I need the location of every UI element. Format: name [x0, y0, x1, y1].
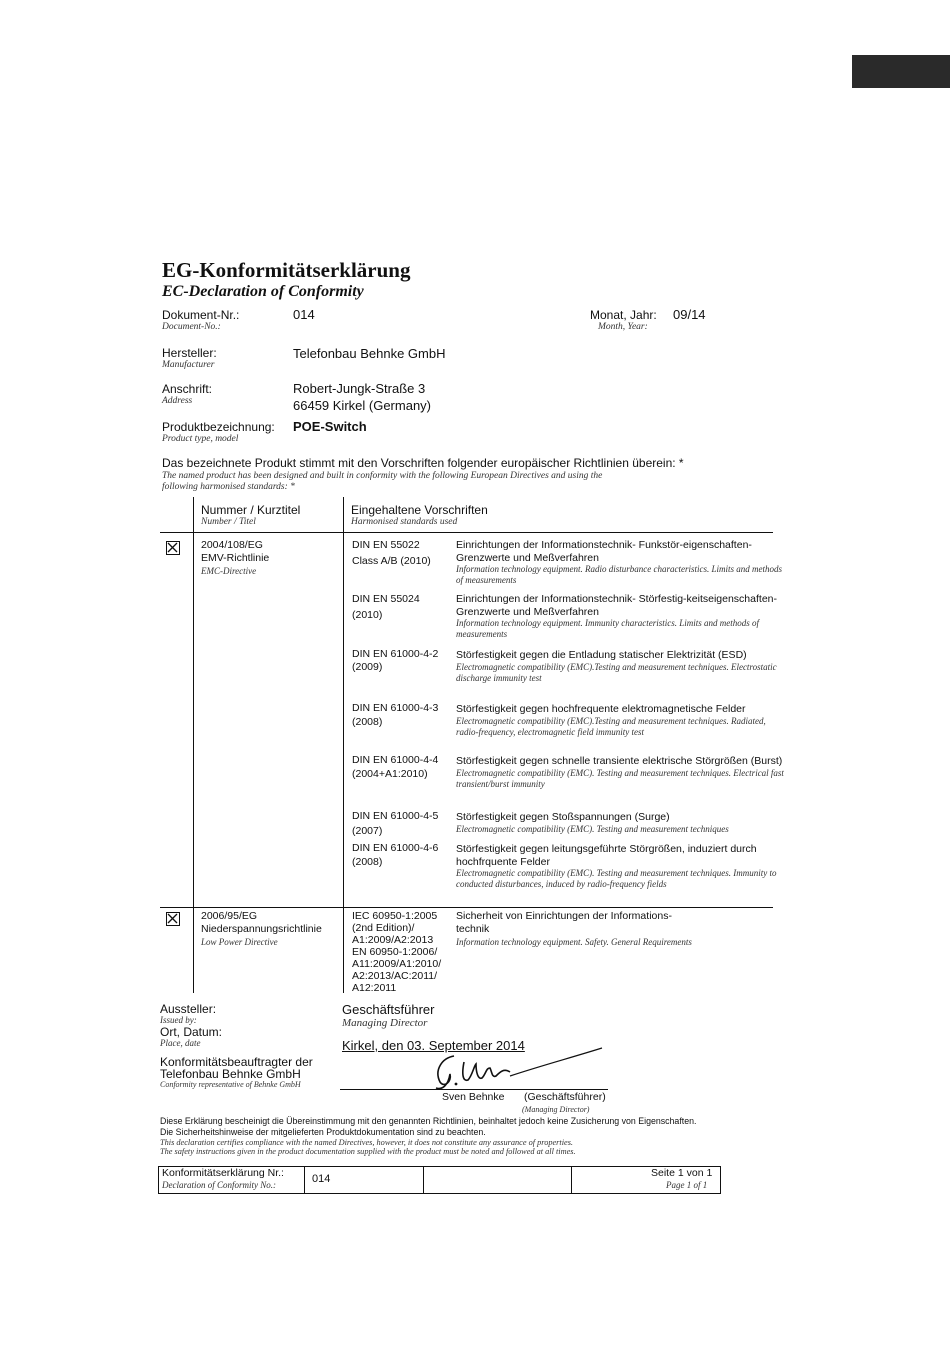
representative-en: Conformity representative of Behnke GmbH	[160, 1080, 301, 1089]
doc-value: 014	[293, 307, 315, 322]
directive-name: EMV-Richtlinie	[201, 552, 270, 564]
standard-number: DIN EN 61000-4-2	[352, 648, 439, 660]
col1-header-en: Number / Titel	[201, 517, 256, 527]
signer-role-en: (Managing Director)	[522, 1105, 590, 1114]
page-tab-marker	[852, 55, 950, 88]
address-label-en: Address	[162, 396, 193, 406]
signer-role: (Geschäftsführer)	[524, 1091, 606, 1103]
standard-description: Störfestigkeit gegen schnelle transiente elektrische Störgrößen (Burst) Electromagnetic compatibility (EMC). Testing and measurement techniques. Electrical fast transient/burst immunity	[456, 755, 784, 789]
lv-description-de: technik	[456, 923, 490, 935]
directive-code: 2004/108/EG	[201, 539, 263, 551]
col2-header: Eingehaltene Vorschriften	[351, 503, 488, 517]
address-label: Anschrift:	[162, 382, 213, 396]
title-de: EG-Konformitätserklärung	[162, 258, 411, 282]
date-label: Monat, Jahr:	[590, 308, 657, 322]
address-line1: Robert-Jungk-Straße 3	[293, 381, 426, 396]
footer-label: Konformitätserklärung Nr.:	[162, 1167, 284, 1179]
standard-number: DIN EN 61000-4-4	[352, 754, 439, 766]
signature-line	[340, 1089, 608, 1090]
issuer-label: Aussteller:	[160, 1002, 217, 1016]
date-value: 09/14	[673, 307, 706, 322]
standard-edition: (2007)	[352, 825, 383, 837]
statement-de: Das bezeichnete Produkt stimmt mit den Vorschriften folgender europäischer Richtlinien überein: *	[162, 456, 684, 470]
page-number: Seite 1 von 1	[651, 1167, 713, 1179]
lv-description-en: Information technology equipment. Safety. General Requirements	[456, 937, 692, 947]
lv-description-de: Sicherheit von Einrichtungen der Informations-	[456, 910, 672, 922]
issuer-label-en: Issued by:	[160, 1015, 197, 1025]
standard-number: DIN EN 61000-4-3	[352, 702, 439, 714]
lv-standard-line: (2nd Edition)/	[352, 922, 415, 934]
issuer-value-en: Managing Director	[342, 1017, 428, 1029]
issuer-value: Geschäftsführer	[342, 1002, 435, 1017]
footnote-en-2: The safety instructions given in the product documentation supplied with the product must be noted and followed at all times.	[160, 1147, 576, 1156]
lv-standard-line: IEC 60950-1:2005	[352, 910, 438, 922]
standard-edition: (2009)	[352, 661, 383, 673]
standard-number: DIN EN 55022	[352, 539, 420, 551]
lv-standard-line: A11:2009/A1:2010/	[352, 958, 442, 970]
standard-description: Störfestigkeit gegen leitungsgeführte Störgrößen, induziert durch hochfrquente Felder Electromagnetic compatibility (EMC). Testing and measurement techniques. Immunity to conducted disturbances, induced by radio-frequency fields	[456, 843, 777, 889]
standard-description: Störfestigkeit gegen hochfrequente elektromagnetische Felder Electromagnetic compatibility (EMC).Testing and measurement techniques. Radiated, radio-frequency, electromagnetic field immunity test	[456, 703, 766, 737]
standard-number: DIN EN 61000-4-5	[352, 810, 439, 822]
checkbox-checked-icon	[166, 912, 180, 926]
page-number-en: Page 1 of 1	[666, 1180, 708, 1190]
standard-description: Einrichtungen der Informationstechnik- Störfestig-keitseigenschaften- Grenzwerte und Meßverfahren Information technology equipment. Immunity characteristics. Limits and methods of measurements	[456, 593, 777, 639]
doc-label-en: Document-No.:	[162, 322, 221, 332]
manufacturer-label: Hersteller:	[162, 346, 217, 360]
standard-description: Störfestigkeit gegen Stoßspannungen (Surge) Electromagnetic compatibility (EMC). Testing and measurement techniques	[456, 811, 729, 834]
checkbox-checked-icon	[166, 541, 180, 555]
directive-name-en: EMC-Directive	[201, 566, 257, 576]
directive-name: Niederspannungsrichtlinie	[201, 923, 322, 935]
doc-label: Dokument-Nr.:	[162, 308, 240, 322]
date-label-en: Month, Year:	[598, 322, 648, 332]
standard-edition: (2004+A1:2010)	[352, 768, 428, 780]
title-en: EC-Declaration of Conformity	[162, 283, 364, 300]
col1-header: Nummer / Kurztitel	[201, 503, 301, 517]
footer-label-en: Declaration of Conformity No.:	[162, 1180, 276, 1190]
directive-name-en: Low Power Directive	[201, 937, 278, 947]
standard-number: DIN EN 55024	[352, 593, 420, 605]
standard-number: DIN EN 61000-4-6	[352, 842, 439, 854]
product-label-en: Product type, model	[162, 434, 239, 444]
footer-value: 014	[312, 1173, 331, 1185]
standard-edition: Class A/B (2010)	[352, 555, 431, 567]
signature-image	[420, 1046, 610, 1092]
lv-standard-line: A1:2009/A2:2013	[352, 934, 434, 946]
footnote-de-1: Diese Erklärung bescheinigt die Übereinstimmung mit den genannten Richtlinien, beinhaltet jedoch keine Zusicherung von Eigenschaften.	[160, 1116, 697, 1126]
standard-description: Einrichtungen der Informationstechnik- Funkstör-eigenschaften- Grenzwerte und Meßverfahren Information technology equipment. Radio disturbance characteristics. Limits and methods of measurements	[456, 539, 782, 585]
representative-line1: Konformitätsbeauftragter der	[160, 1055, 313, 1069]
lv-standard-line: A12:2011	[352, 982, 397, 994]
representative-line2: Telefonbau Behnke GmbH	[160, 1067, 301, 1081]
col2-header-en: Harmonised standards used	[351, 517, 458, 527]
standard-description: Störfestigkeit gegen die Entladung statischer Elektrizität (ESD) Electromagnetic compatibility (EMC).Testing and measurement techniques. Electrostatic discharge immunity test	[456, 649, 777, 683]
lv-standard-line: A2:2013/AC:2011/	[352, 970, 438, 982]
address-line2: 66459 Kirkel (Germany)	[293, 398, 431, 413]
manufacturer-value: Telefonbau Behnke GmbH	[293, 346, 446, 361]
place-label: Ort, Datum:	[160, 1025, 223, 1039]
directive-code: 2006/95/EG	[201, 910, 258, 922]
statement-en-1: The named product has been designed and built in conformity with the following European Directives and using the	[162, 471, 603, 481]
standard-edition: (2008)	[352, 716, 383, 728]
signer-name: Sven Behnke	[442, 1091, 505, 1103]
statement-en-2: following harmonised standards: *	[162, 482, 295, 492]
standard-edition: (2010)	[352, 609, 383, 621]
place-label-en: Place, date	[160, 1038, 201, 1048]
footnote-de-2: Die Sicherheitshinweise der mitgelieferten Produktdokumentation sind zu beachten.	[160, 1127, 486, 1137]
place-date-value: Kirkel, den 03. September 2014	[342, 1038, 525, 1053]
manufacturer-label-en: Manufacturer	[162, 360, 215, 370]
product-label: Produktbezeichnung:	[162, 420, 275, 434]
standard-edition: (2008)	[352, 856, 383, 868]
lv-standard-line: EN 60950-1:2006/	[352, 946, 438, 958]
product-value: POE-Switch	[293, 419, 367, 434]
footnote-en-1: This declaration certifies compliance with the named Directives, however, it does not constitute any assurance of properties.	[160, 1138, 574, 1147]
